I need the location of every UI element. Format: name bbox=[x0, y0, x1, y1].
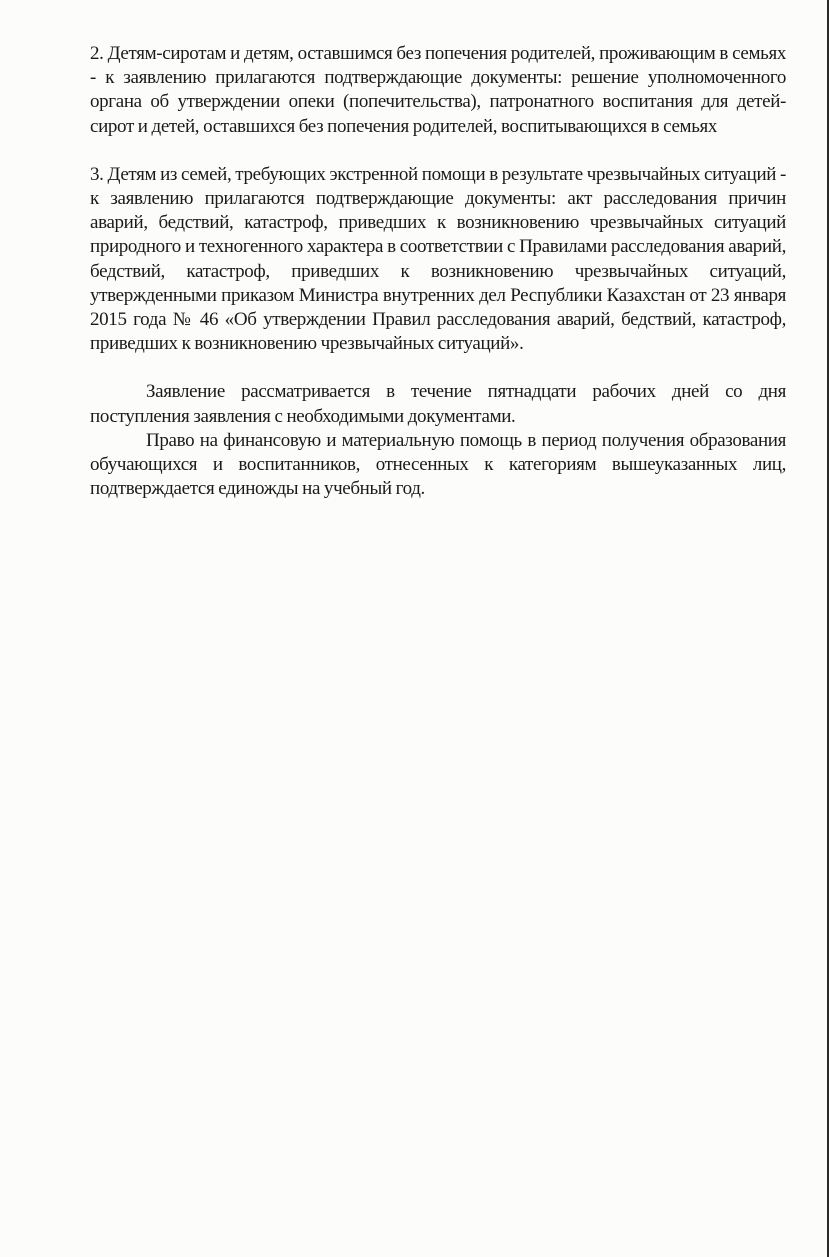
paragraph-review-period: Заявление рассматривается в течение пятнадцати рабочих дней со дня поступления заявления с необходимыми документами. bbox=[90, 381, 786, 427]
document-body bbox=[90, 42, 786, 501]
paragraph-item-3: 3. Детям из семей, требующих экстренной помощи в результате чрезвычайных ситуаций - к заявлению прилагаются подтверждающие документы: акт расследования причин аварий, бедствий, катастроф, приведших к возникновению чрезвычайных ситуаций природного и техногенного характера в соответствии с Правилами расследования аварий, бедствий, катастроф, приведших к возникновению чрезвычайных ситуаций, утвержденными приказом Министра внутренних дел Республики Казахстан от 23 января 2015 года № 46 «Об утверждении Правил расследования аварий, бедствий, катастроф, приведших к возникновению чрезвычайных ситуаций». bbox=[90, 163, 786, 355]
paragraph-item-2: 2. Детям-сиротам и детям, оставшимся без попечения родителей, проживающим в семьях - к заявлению прилагаются подтверждающие документы: решение уполномоченного органа об утверждении опеки (попечительства), патронатного воспитания для детей-сирот и детей, оставшихся без попечения родителей, воспитывающихся в семьях bbox=[90, 43, 786, 137]
paragraph-right-confirmation: Право на финансовую и материальную помощь в период получения образования обучающихся и воспитанников, отнесенных к категориям вышеуказанных лиц, подтверждается единожды на учебный год. bbox=[90, 429, 786, 500]
